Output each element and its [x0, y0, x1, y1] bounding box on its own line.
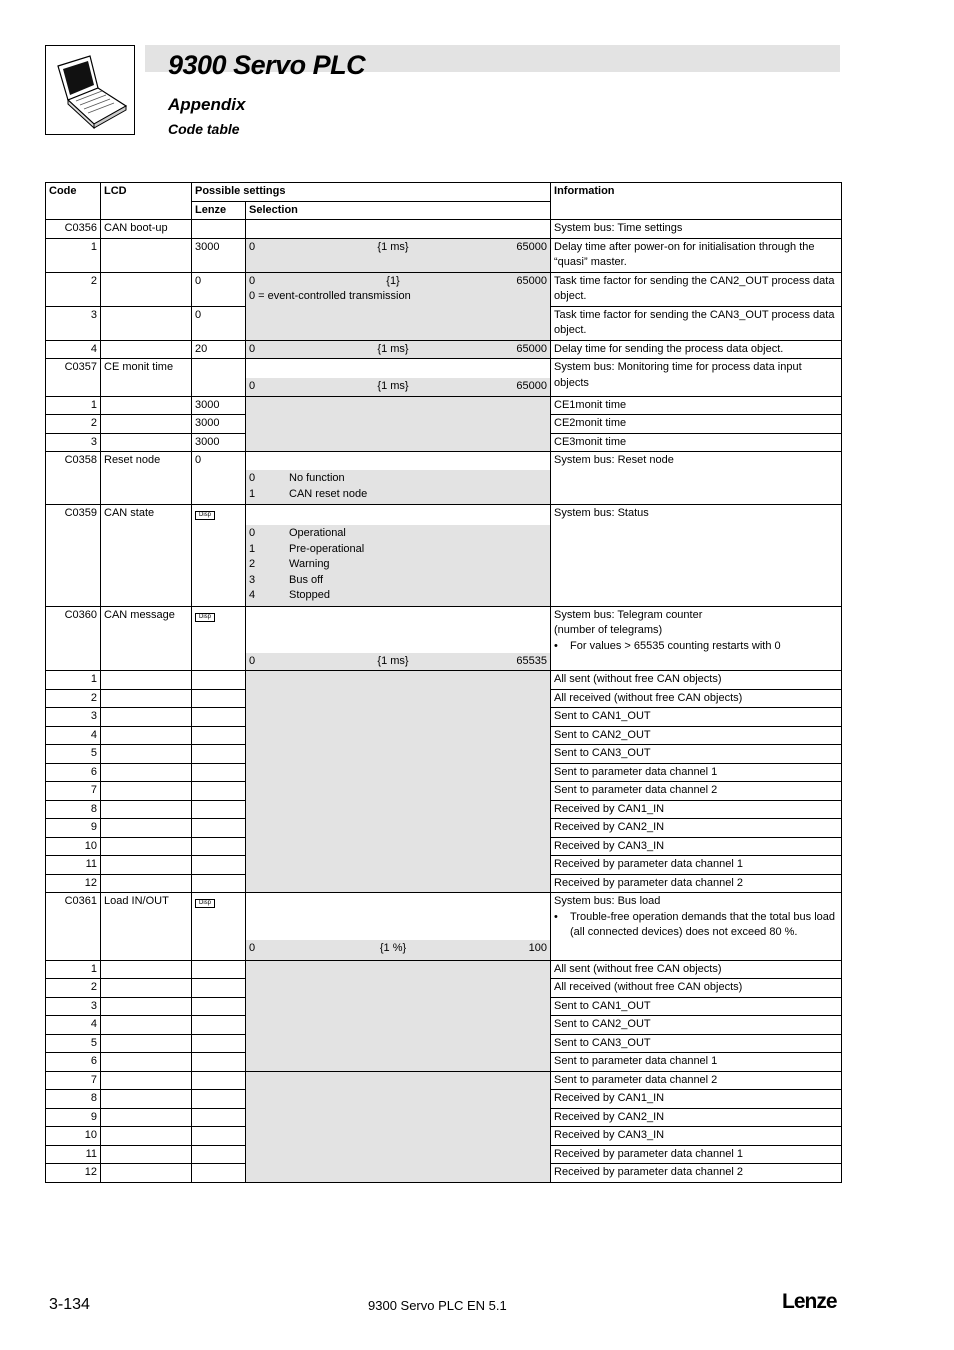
table-row: 5 Sent to CAN3_OUT [46, 745, 842, 764]
table-row: C0361 Load IN/OUT Disp 0 {1 %} 100 System bus: Bus load • Trouble-free operation demands that the total bus load (all connected devices) does not exceed 80 %. [46, 893, 842, 961]
table-row: 9 Received by CAN2_IN [46, 1108, 842, 1127]
section-title: Appendix [168, 95, 246, 114]
table-row: C0358 Reset node 0 0 No function 1 CAN reset node System bus: Reset node [46, 452, 842, 505]
table-row: 10 Received by CAN3_IN [46, 1127, 842, 1146]
table-row: 2 All received (without free CAN objects) [46, 689, 842, 708]
laptop-logo-box [45, 45, 135, 135]
table-row: 12 Received by parameter data channel 2 [46, 1164, 842, 1183]
table-row: 3 0 Task time factor for sending the CAN3_OUT process data object. [46, 306, 842, 340]
table-row: 4 Sent to CAN2_OUT [46, 1016, 842, 1035]
document-reference: 9300 Servo PLC EN 5.1 [368, 1298, 507, 1313]
table-row: 4 Sent to CAN2_OUT [46, 726, 842, 745]
table-row: C0357 CE monit time 0 {1 ms} 65000 System bus: Monitoring time for process data input objects [46, 359, 842, 397]
table-row: C0359 CAN state Disp 0 Operational 1 Pre-operational 2 Warning 3 Bus off 4 Stopped System bus: Status [46, 505, 842, 607]
table-row: C0360 CAN message Disp 0 {1 ms} 65535 System bus: Telegram counter (number of telegrams) • For values > 65535 counting restarts with 0 [46, 606, 842, 671]
table-row: 10 Received by CAN3_IN [46, 837, 842, 856]
table-row: 7 Sent to parameter data channel 2 [46, 782, 842, 801]
table-row: 8 Received by CAN1_IN [46, 800, 842, 819]
table-row: 8 Received by CAN1_IN [46, 1090, 842, 1109]
table-row: 6 Sent to parameter data channel 1 [46, 763, 842, 782]
page-number: 3-134 [49, 1296, 90, 1313]
table-row: 3 3000 CE3monit time [46, 433, 842, 452]
table-row: 1 All sent (without free CAN objects) [46, 671, 842, 690]
header-selection: Selection [246, 201, 551, 220]
table-row: 1 3000 0 {1 ms} 65000 Delay time after power-on for initialisation through the “quasi” master. [46, 238, 842, 272]
table-row: 4 20 0 {1 ms} 65000 Delay time for sending the process data object. [46, 340, 842, 359]
table-row: 2 3000 CE2monit time [46, 415, 842, 434]
header-possible-settings: Possible settings [192, 183, 551, 202]
table-row: 11 Received by parameter data channel 1 [46, 1145, 842, 1164]
laptop-icon [46, 46, 134, 134]
table-row: 5 Sent to CAN3_OUT [46, 1034, 842, 1053]
table-row: 7 Sent to parameter data channel 2 [46, 1071, 842, 1090]
header-lenze: Lenze [192, 201, 246, 220]
table-row: 9 Received by CAN2_IN [46, 819, 842, 838]
header-code: Code [46, 183, 101, 220]
header-information: Information [551, 183, 842, 220]
table-row: 1 3000 CE1monit time [46, 396, 842, 415]
table-row: 2 All received (without free CAN objects) [46, 979, 842, 998]
table-row: 3 Sent to CAN1_OUT [46, 997, 842, 1016]
table-row: 3 Sent to CAN1_OUT [46, 708, 842, 727]
display-only-badge: Disp [195, 613, 215, 622]
header-lcd: LCD [101, 183, 192, 220]
page-title: 9300 Servo PLC [168, 50, 366, 80]
table-row: 12 Received by parameter data channel 2 [46, 874, 842, 893]
table-row: 11 Received by parameter data channel 1 [46, 856, 842, 875]
display-only-badge: Disp [195, 511, 215, 520]
subsection-title: Code table [168, 121, 240, 137]
brand-logo: Lenze [782, 1290, 837, 1313]
table-row: 6 Sent to parameter data channel 1 [46, 1053, 842, 1072]
display-only-badge: Disp [195, 899, 215, 908]
table-row: 1 All sent (without free CAN objects) [46, 960, 842, 979]
code-table [45, 182, 842, 1183]
table-row: C0356 CAN boot-up System bus: Time settings [46, 220, 842, 239]
table-row: 2 0 0 {1} 65000 0 = event-controlled transmission Task time factor for sending the CAN2_OUT process data object. [46, 272, 842, 306]
